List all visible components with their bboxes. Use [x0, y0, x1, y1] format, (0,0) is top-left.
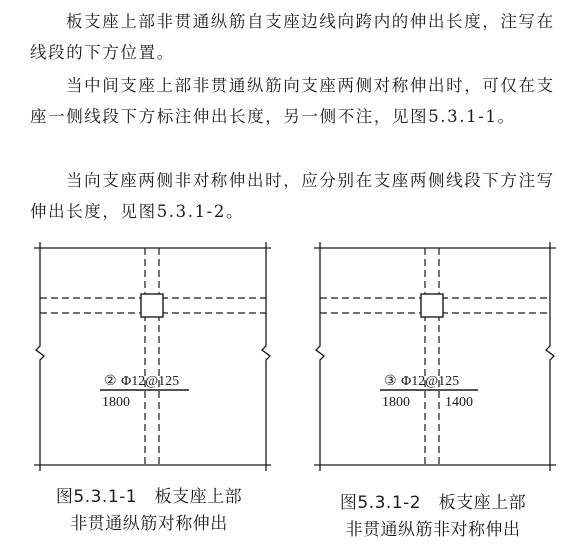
- support-beam-lines: [320, 248, 550, 465]
- slab-left-break-line: [36, 242, 44, 471]
- caption-figure-2-line2: 非贯通纵筋非对称伸出: [345, 520, 521, 540]
- figure-5-3-1-1: [26, 238, 278, 478]
- caption-figure-2-line1: 图5.3.1-2 板支座上部: [339, 493, 527, 513]
- length-left: 1800: [382, 395, 410, 410]
- rebar-number: ③: [384, 374, 397, 389]
- paragraph-1: 板支座上部非贯通纵筋自支座边线向跨内的伸出长度，注写在线段的下方位置。: [30, 12, 555, 62]
- length-left: 1800: [102, 395, 130, 410]
- support-beam-lines: [40, 248, 266, 465]
- paragraph-2: 当中间支座上部非贯通纵筋向支座两侧对称伸出时，可仅在支座一侧线段下方标注伸出长度，另一侧不注，见图5.3.1-1。: [30, 76, 555, 126]
- caption-figure-1-line2: 非贯通纵筋对称伸出: [70, 514, 228, 534]
- figure-5-3-1-2: [306, 238, 562, 478]
- rebar-number: ②: [104, 374, 117, 389]
- slab-left-break-line: [316, 242, 324, 471]
- caption-figure-1: [14, 484, 284, 538]
- column: [141, 294, 163, 317]
- paragraph-3: 当向支座两侧非对称伸出时，应分别在支座两侧线段下方注写伸出长度，见图5.3.1-2。: [30, 171, 555, 221]
- rebar-spec: Φ12@125: [121, 374, 180, 389]
- rebar-spec: Φ12@125: [401, 374, 460, 389]
- slab-right-break-line: [546, 242, 554, 471]
- length-right: 1400: [445, 395, 473, 410]
- caption-figure-1-line1: 图5.3.1-1 板支座上部: [55, 487, 243, 507]
- caption-figure-2: [298, 490, 568, 544]
- slab-right-break-line: [262, 242, 270, 471]
- column: [421, 294, 443, 317]
